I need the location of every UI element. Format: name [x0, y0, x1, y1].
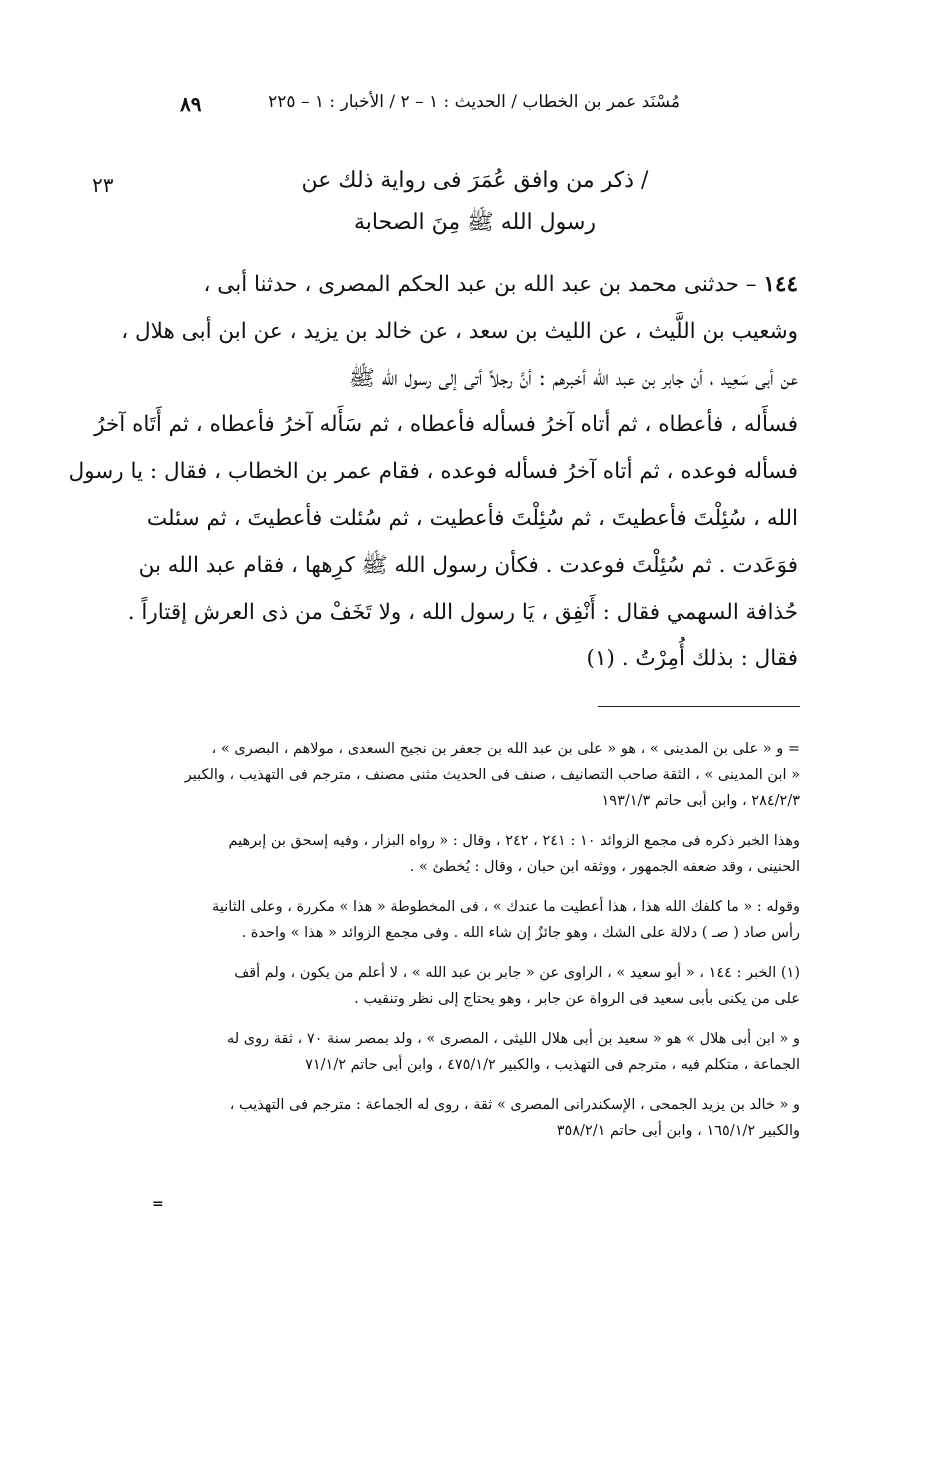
heading-line-1: / ذكر من وافق عُمَرَ فى رواية ذلك عن: [301, 168, 649, 193]
footnote-line: الجماعة ، متكلم فيه ، مترجم فى التهذيب ، والكبير ٤٧٥/١/٢ ، وابن أبى حاتم ٧١/١/٢: [305, 1057, 800, 1073]
hadith-line-7: فوَعَدت . ثم سُئِلْتَ فوعدت . فكأن رسول الله ﷺ كرِهها ، فقام عبد الله بن: [138, 552, 798, 578]
hadith-line-9: فقال : بذلك أُمِرْتُ . (١): [586, 646, 798, 672]
footnote-line: (١) الخبر : ١٤٤ ، « أبو سعيد » ، الراوى عن « جابر بن عبد الله » ، لا أعلم من يكون ، ولم أقف: [234, 965, 800, 981]
footnote-line: وهذا الخبر ذكره فى مجمع الزوائد ١٠ : ٢٤١ ، ٢٤٢ ، وقال : « رواه البزار ، وفيه إسحق بن إبرهيم: [228, 833, 800, 849]
footnote-line: الحنينى ، وقد ضعفه الجمهور ، ووثقه ابن حبان ، وقال : يُخطئ » .: [409, 859, 800, 875]
hadith-line-6: الله ، سُئِلْتَ فأعطيتَ ، ثم سُئِلْتَ فأعطيت ، ثم سُئلت فأعطيتَ ، ثم سئلت: [146, 505, 798, 531]
margin-number: ٢٣: [92, 173, 114, 197]
footnote-paragraph: [150, 1092, 800, 1144]
hadith-line-1-text: – حدثنى محمد بن عبد الله بن عبد الحكم المصرى ، حدثنا أبى ،: [203, 272, 757, 297]
hadith-line-4: فسأَله ، فأعطاه ، ثم أتاه آخرُ فسأله فأعطاه ، ثم سَأَله آخرُ فأعطاه ، ثم أَتَاه آخرُ: [94, 412, 798, 438]
footnote-paragraph: [150, 960, 800, 1012]
footnote-paragraph: [150, 736, 800, 814]
hadith-line-8: حُذافة السهمي فقال : أَنْفِق ، يَا رسول الله ، ولا تَخَفْ من ذى العرش إقتاراً .: [127, 599, 798, 625]
hadith-number: ١٤٤: [763, 272, 798, 297]
heading-line-2: رسول الله ﷺ مِنَ الصحابة: [353, 210, 597, 235]
footnote-paragraph: [150, 828, 800, 880]
footnote-line: و « خالد بن يزيد الجمحى ، الإسكندرانى المصرى » ثقة ، روى له الجماعة : مترجم فى التهذيب ،: [229, 1097, 800, 1113]
continuation-mark: =: [152, 1196, 164, 1212]
footnote-line: « ابن المدينى » ، الثقة صاحب التصانيف ، صنف فى الحديث مثنى مصنف ، مترجم فى التهذيب ، والكبير: [184, 767, 800, 783]
section-heading: [300, 160, 650, 244]
footnote-line: ٢٨٤/٢/٣ ، وابن أبى حاتم ١٩٣/١/٣: [601, 793, 800, 809]
footnote-paragraph: [150, 1026, 800, 1078]
hadith-line-2: وشعيب بن اللَّيث ، عن الليث بن سعد ، عن خالد بن يزيد ، عن ابن أبى هلال ،: [121, 318, 798, 344]
hadith-line-5: فسأله فوعده ، ثم أتاه آخرُ فسأله فوعده ، فقام عمر بن الخطاب ، فقال : يا رسول: [68, 459, 798, 485]
hadith-line-1: [148, 262, 798, 309]
footnote-line: رأس صاد ( صـ ) دلالة على الشك ، وهو جائزٌ إن شاء الله . وفى مجمع الزوائد « هذا » واحدة .: [241, 925, 800, 941]
page-number: ٨٩: [180, 92, 202, 116]
hadith-text: [68, 262, 798, 683]
footnote-line: على من يكنى بأبى سعيد فى الرواة عن جابر ، وهو يحتاج إلى نظر وتنقيب .: [354, 991, 800, 1007]
running-head: مُسْنَد عمر بن الخطاب / الحديث : ١ – ٢ / الأخبار : ١ – ٢٢٥: [268, 92, 680, 112]
footnote-line: = و « على بن المدينى » ، هو « على بن عبد الله بن جعفر بن نجيح السعدى ، مولاهم ، البصرى » ،: [211, 741, 800, 757]
footnote-line: وقوله : « ما كلفك الله هذا ، هذا أعطيت ما عندك » ، فى المخطوطة « هذا » مكررة ، وعلى الثانية: [212, 899, 800, 915]
footnote-line: والكبير ١٦٥/١/٢ ، وابن أبى حاتم ٣٥٨/٢/١: [556, 1123, 800, 1139]
footnote-paragraph: [150, 894, 800, 946]
footnote-line: و « ابن أبى هلال » هو « سعيد بن أبى هلال الليثى ، المصرى » ، ولد بمصر سنة ٧٠ ، ثقة روى له: [227, 1031, 800, 1047]
footnotes: [150, 736, 800, 1158]
footnote-divider: [598, 706, 800, 707]
hadith-line-3: عن أبى سَعِيد ، أن جابر بن عبد الله أخبرهم : أنَّ رجلاً أتى إلى رسول الله ﷺ: [348, 365, 798, 391]
